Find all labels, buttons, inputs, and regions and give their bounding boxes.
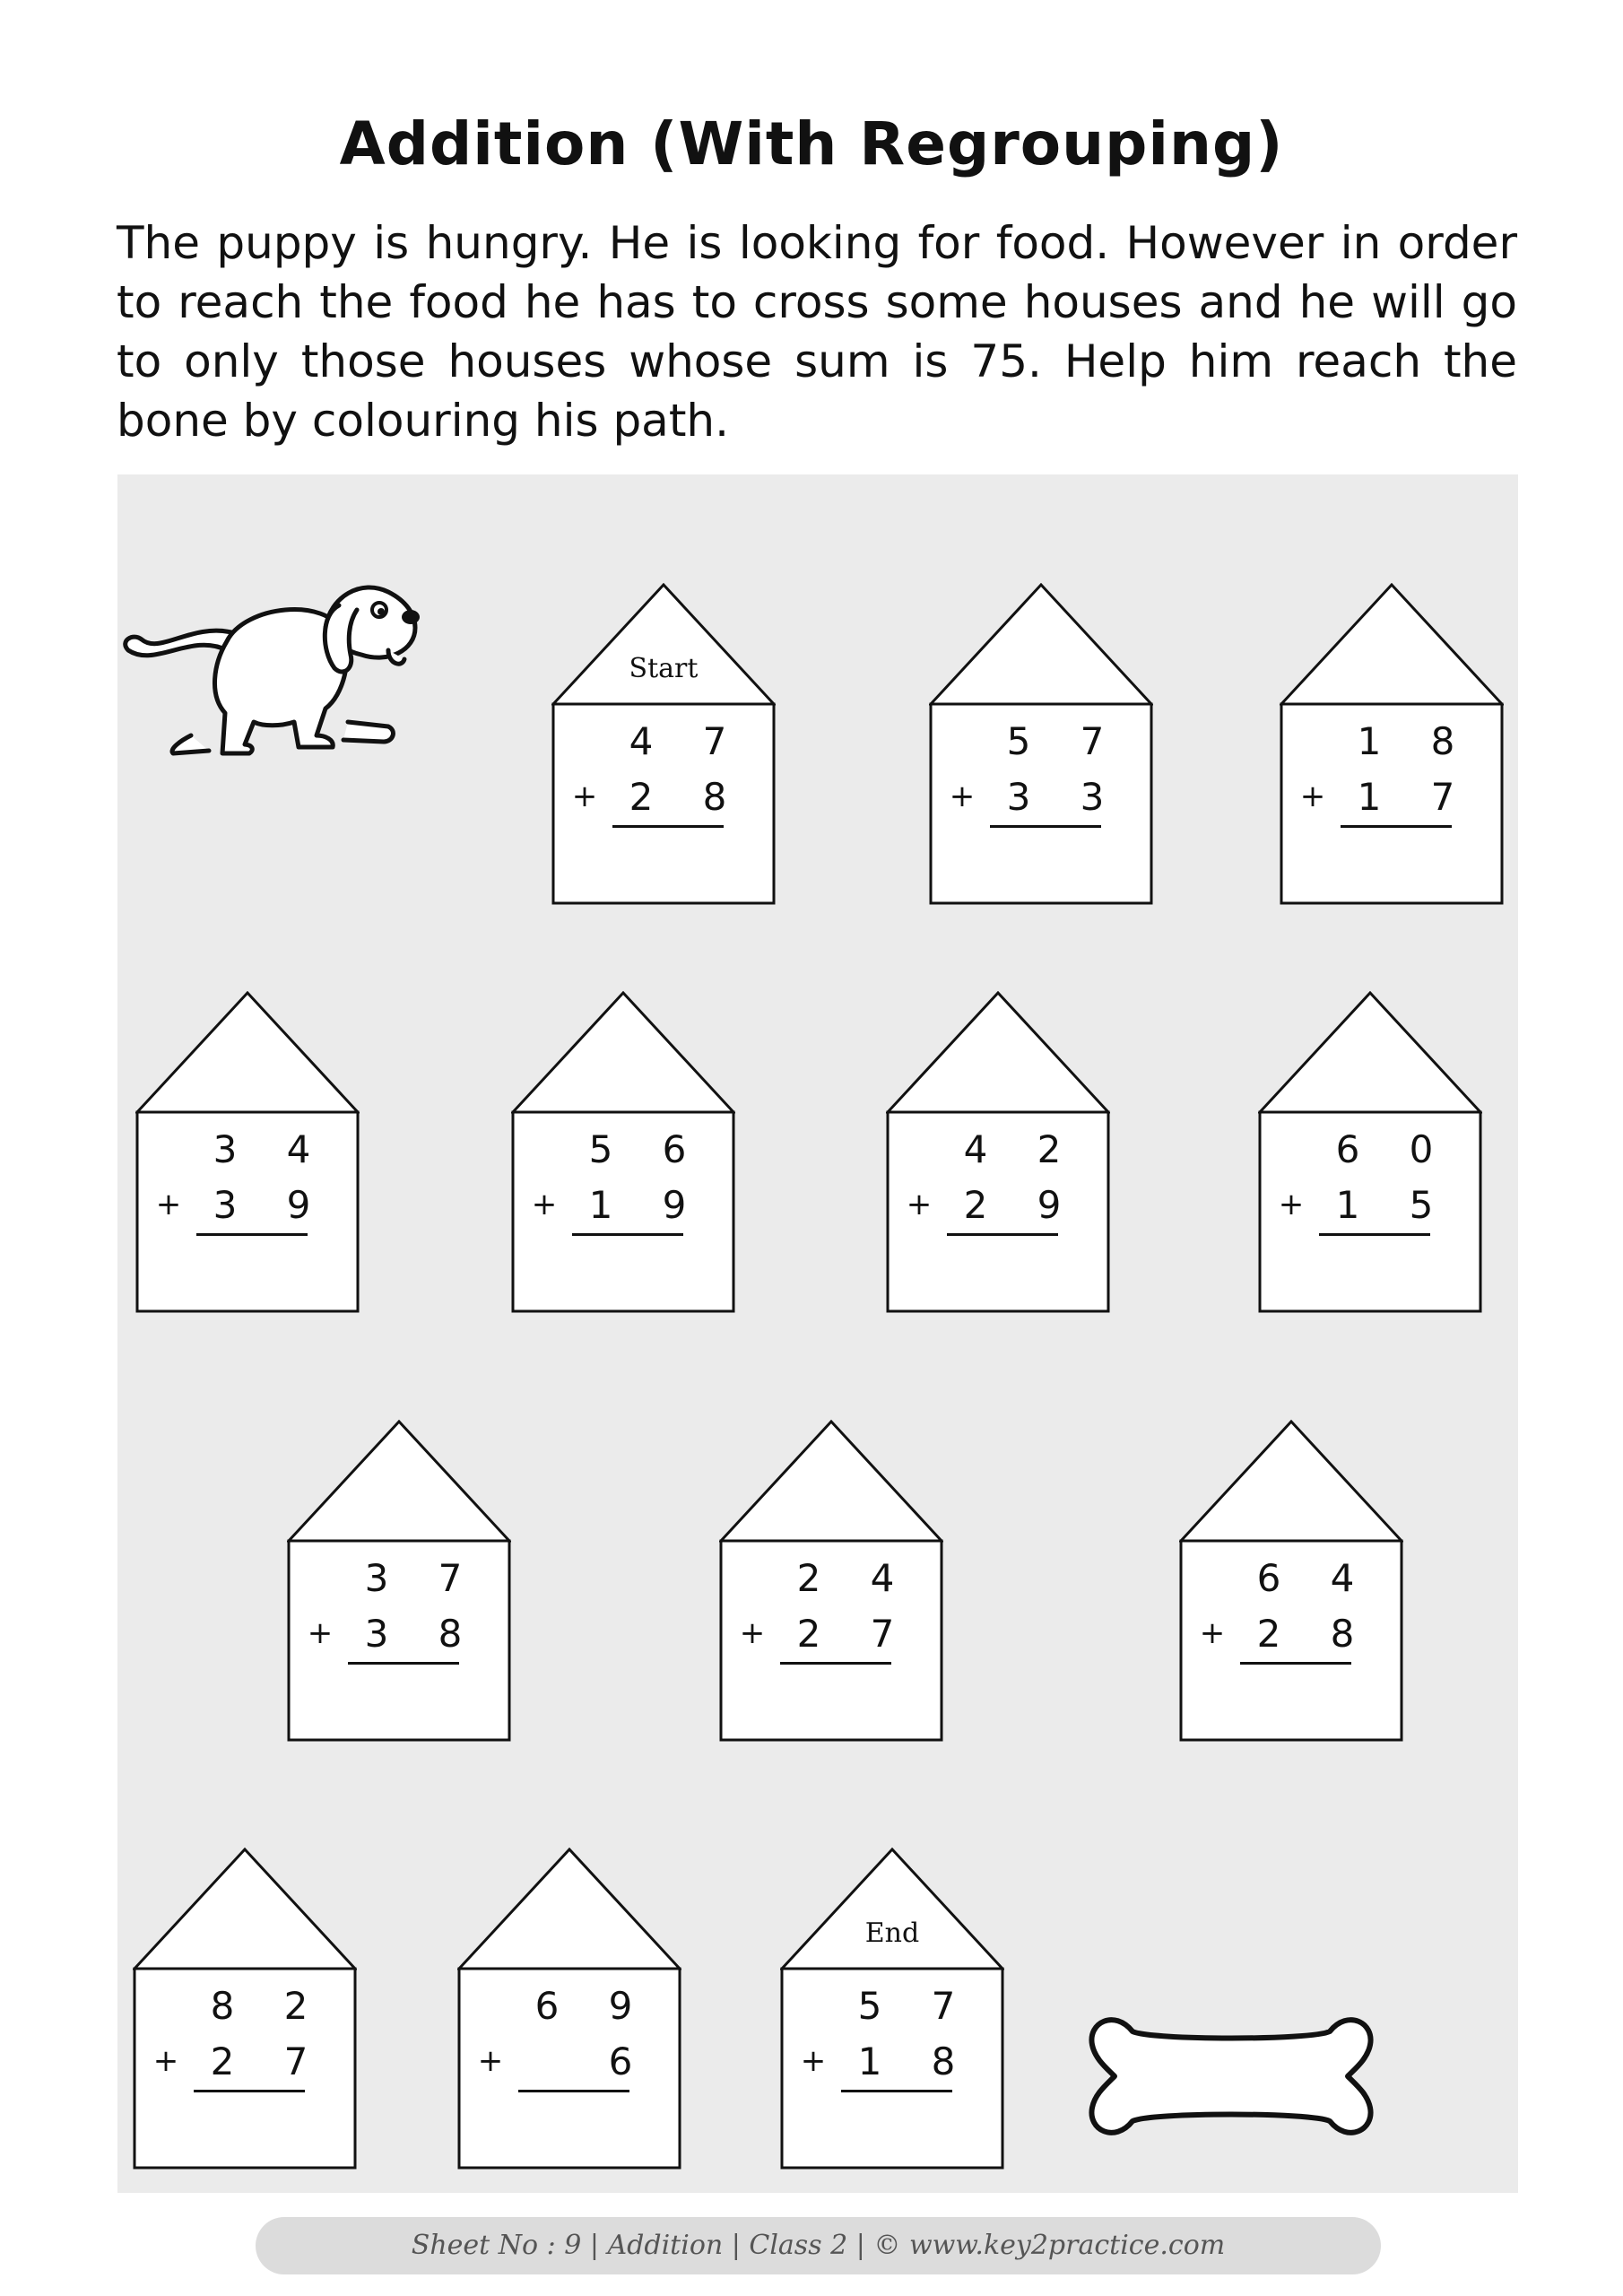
plus-sign: + [739, 1615, 766, 1651]
top-ones-digit: 7 [438, 1556, 463, 1600]
plus-sign: + [155, 1187, 182, 1222]
bottom-ones-digit: 6 [608, 2039, 633, 2083]
house-roof [137, 993, 358, 1112]
plus-sign: + [571, 778, 598, 814]
house-12[interactable] [457, 1848, 681, 2170]
sum-line [1319, 1233, 1430, 1236]
top-ones-digit: 7 [931, 1984, 956, 2028]
bottom-ones-digit: 7 [1430, 775, 1455, 819]
house-outline [551, 583, 776, 906]
bottom-ones-digit: 9 [662, 1183, 687, 1227]
plus-sign: + [800, 2043, 827, 2079]
top-ones-digit: 4 [1330, 1556, 1355, 1600]
house-outline [1258, 991, 1482, 1314]
top-tens-digit: 3 [213, 1127, 238, 1171]
house-11[interactable] [133, 1848, 357, 2170]
top-tens-digit: 6 [1256, 1556, 1281, 1600]
sum-line [1341, 825, 1452, 828]
house-roof [1260, 993, 1480, 1112]
footer-text: Sheet No : 9 | Addition | Class 2 | © www.key2practice.com [411, 2230, 1226, 2261]
top-tens-digit: 4 [629, 719, 654, 763]
house-roof [1281, 585, 1502, 704]
bottom-ones-digit: 3 [1080, 775, 1105, 819]
bottom-tens-digit: 2 [210, 2039, 235, 2083]
sum-line [518, 2090, 629, 2092]
sum-line [612, 825, 724, 828]
top-ones-digit: 7 [1080, 719, 1105, 763]
house-2[interactable] [929, 583, 1153, 906]
plus-sign: + [906, 1187, 933, 1222]
plus-sign: + [531, 1187, 558, 1222]
bottom-tens-digit: 2 [796, 1612, 821, 1656]
sum-line [780, 1662, 891, 1665]
puppy-illustration [119, 578, 487, 767]
sum-line [990, 825, 1101, 828]
instructions-text: The puppy is hungry. He is looking for food. However in order to reach the food he has to cross some houses and he will go to only those houses whose sum is 75. Help him reach the bone by colouring his path. [117, 217, 1517, 447]
house-outline [135, 991, 360, 1314]
house-outline [133, 1848, 357, 2170]
sum-line [1240, 1662, 1351, 1665]
top-ones-digit: 2 [283, 1984, 308, 2028]
bottom-tens-digit: 1 [1335, 1183, 1360, 1227]
top-tens-digit: 3 [364, 1556, 389, 1600]
top-ones-digit: 2 [1037, 1127, 1062, 1171]
house-roof [782, 1849, 1002, 1969]
house-9[interactable] [719, 1420, 943, 1743]
bottom-ones-digit: 8 [1330, 1612, 1355, 1656]
top-tens-digit: 5 [857, 1984, 882, 2028]
house-outline [719, 1420, 943, 1743]
house-13[interactable] [780, 1848, 1004, 2170]
plus-sign: + [477, 2043, 504, 2079]
bottom-tens-digit: 2 [1256, 1612, 1281, 1656]
sum-line [841, 2090, 952, 2092]
sum-line [348, 1662, 459, 1665]
house-roof [459, 1849, 680, 1969]
house-outline [1280, 583, 1504, 906]
sum-line [572, 1233, 683, 1236]
sum-line [196, 1233, 308, 1236]
house-label: End [864, 1918, 920, 1949]
bottom-tens-digit: 1 [857, 2039, 882, 2083]
top-tens-digit: 6 [1335, 1127, 1360, 1171]
house-outline [886, 991, 1110, 1314]
house-6[interactable] [886, 991, 1110, 1314]
house-roof [135, 1849, 355, 1969]
top-tens-digit: 1 [1357, 719, 1382, 763]
house-outline [1179, 1420, 1403, 1743]
bottom-ones-digit: 7 [870, 1612, 895, 1656]
plus-sign: + [1199, 1615, 1226, 1651]
top-tens-digit: 8 [210, 1984, 235, 2028]
house-roof [888, 993, 1108, 1112]
bottom-tens-digit: 3 [213, 1183, 238, 1227]
plus-sign: + [307, 1615, 334, 1651]
bottom-ones-digit: 8 [702, 775, 727, 819]
bottom-tens-digit: 2 [963, 1183, 988, 1227]
footer-bar [256, 2217, 1381, 2274]
top-ones-digit: 4 [870, 1556, 895, 1600]
bottom-ones-digit: 9 [1037, 1183, 1062, 1227]
sum-line [947, 1233, 1058, 1236]
bottom-ones-digit: 7 [283, 2039, 308, 2083]
top-tens-digit: 5 [588, 1127, 613, 1171]
house-roof [721, 1422, 942, 1541]
plus-sign: + [1299, 778, 1326, 814]
plus-sign: + [152, 2043, 179, 2079]
top-ones-digit: 7 [702, 719, 727, 763]
top-ones-digit: 6 [662, 1127, 687, 1171]
house-5[interactable] [511, 991, 735, 1314]
house-7[interactable] [1258, 991, 1482, 1314]
house-1[interactable] [551, 583, 776, 906]
bottom-ones-digit: 8 [931, 2039, 956, 2083]
house-outline [929, 583, 1153, 906]
plus-sign: + [1278, 1187, 1305, 1222]
plus-sign: + [949, 778, 976, 814]
top-ones-digit: 0 [1409, 1127, 1434, 1171]
top-tens-digit: 2 [796, 1556, 821, 1600]
house-outline [511, 991, 735, 1314]
bottom-tens-digit: 1 [1357, 775, 1382, 819]
house-roof [513, 993, 733, 1112]
house-8[interactable] [287, 1420, 511, 1743]
top-ones-digit: 4 [286, 1127, 311, 1171]
house-roof [1181, 1422, 1402, 1541]
house-4[interactable] [135, 991, 360, 1314]
bone-illustration [1088, 2009, 1375, 2144]
bottom-tens-digit: 3 [1006, 775, 1031, 819]
top-tens-digit: 4 [963, 1127, 988, 1171]
top-ones-digit: 8 [1430, 719, 1455, 763]
bottom-tens-digit: 3 [364, 1612, 389, 1656]
house-roof [931, 585, 1151, 704]
house-label: Start [629, 653, 699, 684]
bottom-ones-digit: 5 [1409, 1183, 1434, 1227]
bottom-tens-digit: 2 [629, 775, 654, 819]
bottom-ones-digit: 9 [286, 1183, 311, 1227]
house-roof [553, 585, 774, 704]
top-tens-digit: 5 [1006, 719, 1031, 763]
house-10[interactable] [1179, 1420, 1403, 1743]
house-outline [457, 1848, 681, 2170]
worksheet-title: Addition (With Regrouping) [339, 109, 1284, 178]
bottom-tens-digit: 1 [588, 1183, 613, 1227]
top-ones-digit: 9 [608, 1984, 633, 2028]
house-outline [780, 1848, 1004, 2170]
top-tens-digit: 6 [534, 1984, 560, 2028]
house-roof [289, 1422, 509, 1541]
house-outline [287, 1420, 511, 1743]
sum-line [194, 2090, 305, 2092]
house-3[interactable] [1280, 583, 1504, 906]
bottom-ones-digit: 8 [438, 1612, 463, 1656]
